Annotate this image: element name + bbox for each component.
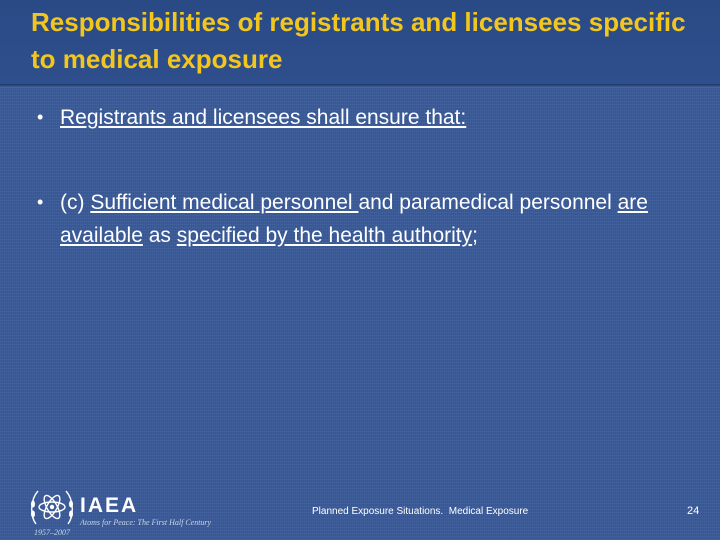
bullet-marker: • (37, 107, 44, 127)
underlined-phrase-available: are available (60, 191, 648, 247)
bullet-2-suffix: ; (472, 224, 478, 247)
footer-caption: Planned Exposure Situations. Medical Exposure (312, 506, 529, 517)
title-divider (0, 84, 720, 88)
logo-wordmark: IAEA (80, 494, 139, 517)
underlined-phrase-health-authority: specified by the health authority (176, 224, 473, 247)
underlined-phrase-medical-personnel: Sufficient medical personnel (90, 191, 359, 214)
bullet-1-text: Registrants and licensees shall ensure that: (60, 106, 467, 129)
bullet-text (37, 186, 677, 252)
logo-years: 1957–2007 (34, 528, 70, 537)
bullet-item-2 (37, 186, 677, 252)
bullet-text (37, 101, 677, 134)
logo-tagline: Atoms for Peace: The First Half Century (80, 518, 212, 527)
iaea-logo (28, 482, 228, 538)
bullet-2-connector: as (142, 224, 177, 247)
bullet-item-1 (37, 101, 677, 134)
page-number: 24 (687, 505, 700, 517)
slide-title: Responsibilities of registrants and licensees specific to medical exposure (31, 7, 686, 74)
bullet-2-phrase-paramedical: and paramedical personnel (358, 191, 618, 214)
atom-olive-wreath-icon (28, 484, 76, 530)
bullet-2-prefix: (c) (60, 191, 91, 214)
bullet-marker: • (37, 192, 44, 212)
